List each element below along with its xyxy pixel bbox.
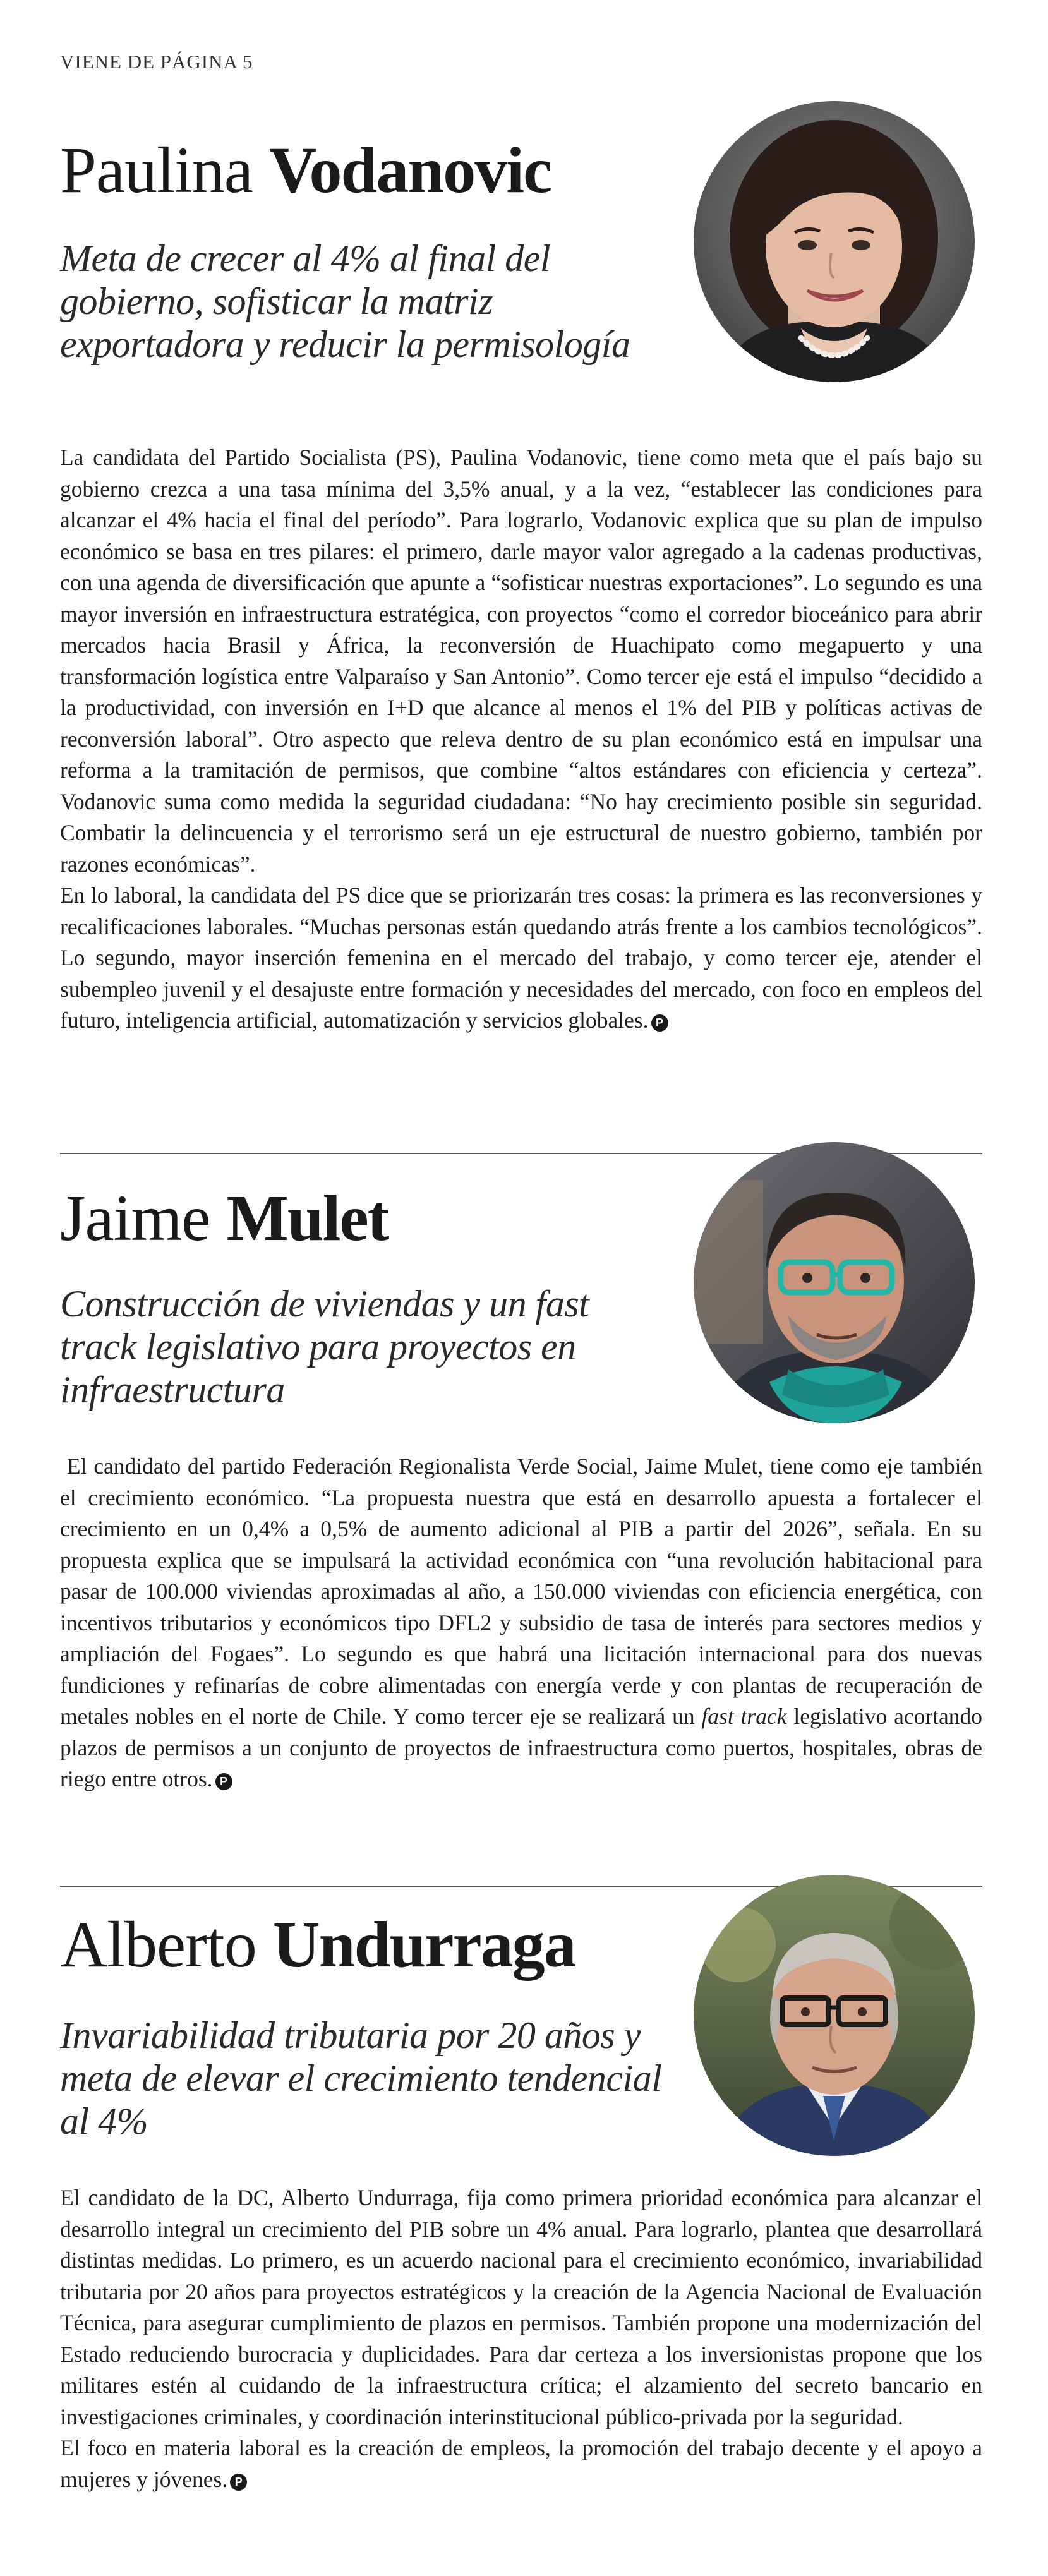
end-of-article-icon: P — [651, 1014, 668, 1032]
continued-from-label: VIENE DE PÁGINA 5 — [60, 51, 253, 73]
article-paragraph-text: legislativo acortando plazos de permisos a un conjunto de proyectos de infraestructura como puertos, hospitales, obras de riego entre otros. — [60, 1704, 983, 1791]
portrait-alberto-undurraga — [694, 1875, 975, 2156]
candidate-headline: Construcción de viviendas y un fast track legislativo para proyectos en infraestructura — [60, 1283, 589, 1411]
end-of-article-icon: P — [215, 1773, 232, 1790]
article-paragraph: El candidato de la DC, Alberto Undurraga, fija como primera prioridad económica para alcanzar el desarrollo integral un crecimiento del PIB sobre un 4% anual. Para lograrlo, plantea que desarrollará distintas medidas. Lo primero, es un acuerdo nacional para el crecimiento económico, invariabilidad tributaria por 20 años para proyectos estratégicos y la creación de la Agencia Nacional de Evaluación Técnica, para asegurar cumplimiento de plazos en permisos. También propone una modernización del Estado reduciendo burocracia y duplicidades. Para dar certeza a los inversionistas propone que los militares estén al cuidando de la infraestructura crítica; el alzamiento del secreto bancario en investigaciones criminales, y coordinación interinstitucional público-privada por la seguridad. — [60, 2185, 982, 2429]
article-body — [60, 2182, 982, 2495]
candidate-first-name: Paulina — [60, 134, 253, 207]
candidate-last-name: Vodanovic — [268, 134, 551, 207]
candidate-first-name: Jaime — [60, 1182, 210, 1255]
article-paragraph: La candidata del Partido Socialista (PS), Paulina Vodanovic, tiene como meta que el país bajo su gobierno crezca a una tasa mínima del 3,5% anual, y a la vez, “establecer las condiciones para alcanzar el 4% hacia el final del período”. Para lograrlo, Vodanovic explica que su plan de impulso económico se basa en tres pilares: el primero, darle mayor valor agregado a la cadenas productivas, con una agenda de diversificación que apunte a “sofisticar nuestras exportaciones”. Lo segundo es una mayor inversión en infraestructura estratégica, con proyectos “como el corredor bioceánico para abrir mercados hacia Brasil y África, la reconversión de Huachipato como megapuerto y una transformación logística entre Valparaíso y San Antonio”. Como tercer eje está el impulso “decidido a la productividad, con inversión en I+D que alcance al menos el 1% del PIB y políticas activas de reconversión laboral”. Otro aspecto que releva dentro de su plan económico está en impulsar una reforma a la tramitación de permisos, que combine “altos estándares con eficiencia y certeza”. Vodanovic suma como medida la seguridad ciudadana: “No hay crecimiento posible sin seguridad. Combatir la delincuencia y el terrorismo será un eje estructural de nuestro gobierno, también por razones económicas”. — [60, 445, 982, 877]
emphasized-term: fast track — [701, 1704, 787, 1729]
candidate-headline: Invariabilidad tributaria por 20 años y meta de elevar el crecimiento tendencial al 4% — [60, 2014, 662, 2142]
candidate-first-name: Alberto — [60, 1908, 256, 1981]
end-of-article-icon: P — [230, 2474, 247, 2491]
candidate-last-name: Undurraga — [272, 1908, 575, 1981]
candidate-name — [60, 1908, 575, 1981]
article-paragraph — [60, 2433, 982, 2495]
candidate-last-name: Mulet — [226, 1182, 388, 1255]
article-paragraph-text: El candidato del partido Federación Regionalista Verde Social, Jaime Mulet, tiene como eje también el crecimiento económico. “La propuesta nuestra que está en desarrollo apuesta a fortalecer el crecimiento en un 0,4% a 0,5% de aumento adicional al PIB a partir del 2026”, señala. En su propuesta explica que se impulsará la actividad económica con “una revolución habitacional para pasar de 100.000 viviendas aproximadas al año, a 150.000 viviendas con eficiencia energética, con incentivos tributarios y económicos tipo DFL2 y subsidio de tasa de interés para sectores medios y ampliación del Fogaes”. Lo segundo es que habrá una licitación internacional para dos nuevas fundiciones y refinarías de cobre alimentadas con energía verde y con plantas de recuperación de metales nobles en el norte de Chile. Y como tercer eje se realizará un — [60, 1454, 982, 1729]
article-paragraph-text: El foco en materia laboral es la creación de empleos, la promoción del trabajo decente y el apoyo a mujeres y jóvenes. — [60, 2435, 982, 2492]
candidate-section-undurraga — [60, 0, 982, 2576]
article-paragraph-text: En lo laboral, la candidata del PS dice que se priorizarán tres cosas: la primera es las reconversiones y recalificaciones laborales. “Muchas personas están quedando atrás frente a los cambios tecnológicos”. Lo segundo, mayor inserción femenina en el mercado del trabajo, y como tercer eje, atender el subempleo juvenil y el desajuste entre formación y necesidades del mercado, con foco en empleos del futuro, inteligencia artificial, automatización y servicios globales. — [60, 882, 982, 1033]
candidate-headline: Meta de crecer al 4% al final del gobierno, sofisticar la matriz exportadora y reducir la permisología — [60, 238, 630, 365]
